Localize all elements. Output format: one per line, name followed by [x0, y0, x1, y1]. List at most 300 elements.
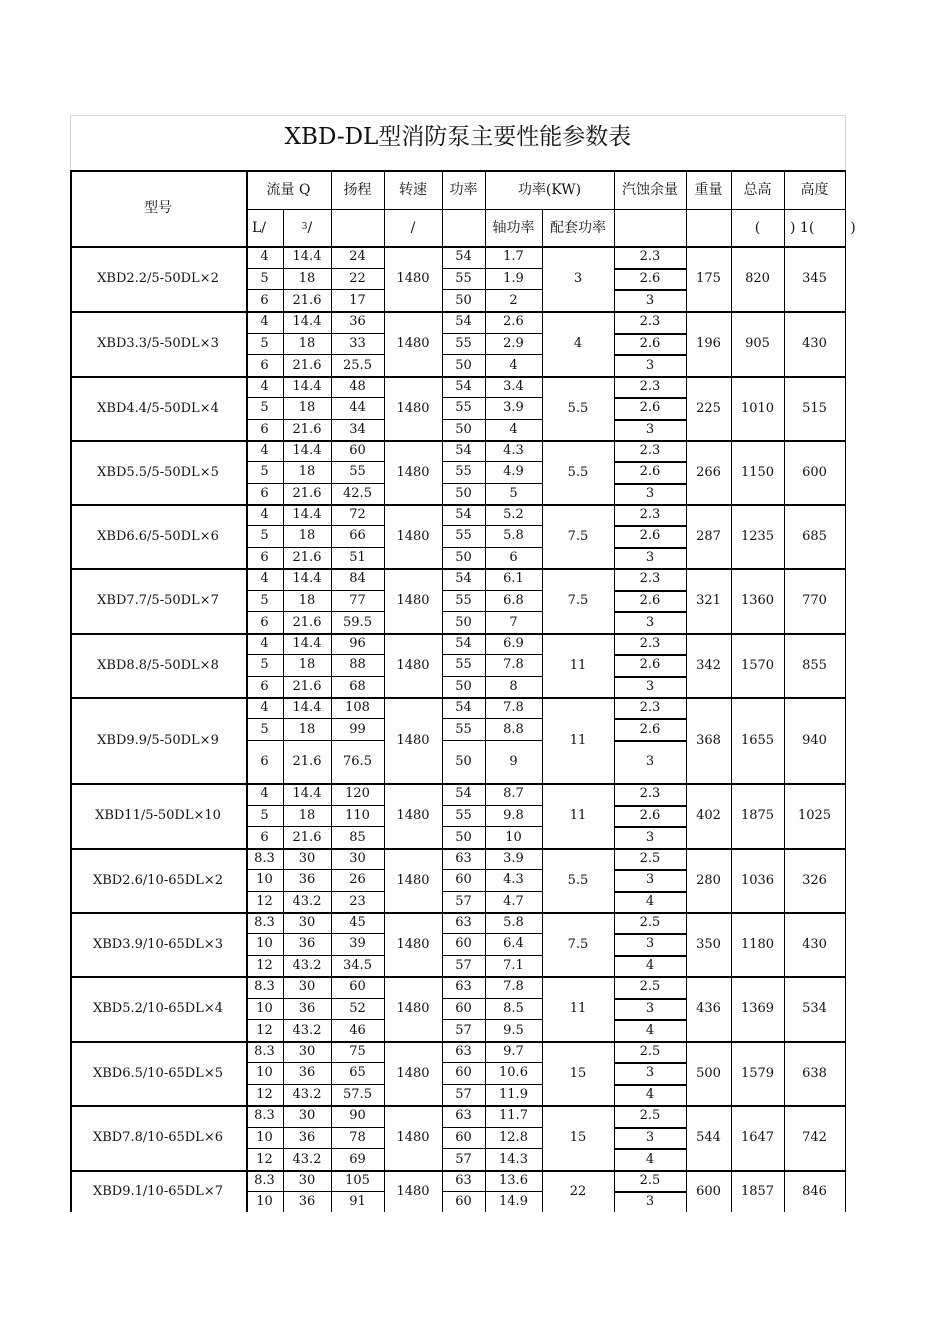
npsh-value: 2.3: [639, 636, 661, 652]
body-col-line: [686, 1105, 687, 1170]
body-subcol-line: [614, 912, 615, 976]
model-name: XBD8.8/5-50DL×8: [97, 657, 219, 673]
shaft-power-value: 7.1: [503, 957, 524, 973]
flow-m3h-value: 36: [298, 1065, 316, 1081]
body-subcol-line: [542, 1170, 543, 1212]
matched-power-value: 7.5: [567, 593, 589, 608]
shaft-power-value: 5: [509, 485, 518, 501]
body-subcol-line: [384, 783, 385, 848]
npsh-value: 3: [645, 357, 655, 373]
flow-ls-value: 4: [260, 249, 269, 265]
speed-value: 1480: [396, 528, 430, 544]
flow-m3h-value: 18: [298, 400, 316, 416]
efficiency-value: 54: [455, 249, 472, 265]
shaft-power-value: 7.8: [503, 700, 524, 715]
flow-m3h-value: 21.6: [292, 549, 322, 565]
flow-m3h-value: 30: [298, 979, 316, 995]
head-value: 26: [349, 872, 366, 888]
shaft-power-value: 9: [509, 754, 518, 769]
body-subcol-line: [614, 976, 615, 1041]
head-value: 44: [349, 400, 366, 416]
flow-ls-value: 12: [256, 1151, 273, 1167]
body-subcol-line: [283, 976, 284, 1041]
body-col-line: [731, 1105, 732, 1170]
body-subcol-line: [331, 376, 332, 440]
head-value: 33: [349, 335, 366, 351]
flow-ls-value: 4: [260, 507, 269, 523]
shaft-power-value: 7.8: [503, 979, 524, 995]
header-efficiency: 功率: [449, 181, 478, 198]
flow-ls-value: 8.3: [254, 979, 275, 995]
body-col-line: [731, 976, 732, 1041]
weight-value: 225: [696, 400, 721, 416]
height-value: 940: [802, 732, 827, 748]
body-subcol-line: [485, 912, 486, 976]
head-value: 36: [349, 314, 366, 330]
head-value: 91: [349, 1194, 366, 1209]
npsh-value: 4: [645, 1151, 655, 1167]
body-subcol-line: [485, 1170, 486, 1212]
total-height-value: 1579: [740, 1065, 775, 1081]
body-col-line: [686, 568, 687, 633]
body-subcol-line: [384, 246, 385, 311]
body-col-line: [784, 1105, 785, 1170]
body-subcol-line: [542, 912, 543, 976]
body-subcol-line: [331, 440, 332, 504]
body-col-line: [246, 246, 248, 311]
speed-value: 1480: [396, 936, 430, 952]
body-col-line: [731, 246, 732, 311]
flow-m3h-value: 36: [298, 1194, 316, 1209]
npsh-value: 2.5: [639, 1173, 661, 1188]
header-flow: 流量 Q: [266, 181, 311, 198]
npsh-value: 2.3: [639, 507, 661, 523]
body-col-line: [246, 848, 248, 912]
flow-m3h-value: 21.6: [292, 292, 322, 308]
flow-m3h-value: 30: [298, 915, 316, 931]
flow-m3h-value: 43.2: [292, 1022, 322, 1038]
shaft-power-value: 5.8: [503, 915, 524, 931]
flow-m3h-value: 30: [298, 1108, 316, 1124]
body-subcol-line: [384, 311, 385, 376]
body-subcol-line: [283, 376, 284, 440]
body-subcol-line: [331, 1041, 332, 1105]
head-value: 52: [349, 1000, 366, 1016]
efficiency-value: 55: [455, 528, 472, 544]
body-col-line: [442, 440, 443, 504]
model-name: XBD3.3/5-50DL×3: [97, 336, 219, 351]
matched-power-value: 15: [569, 1130, 587, 1145]
body-subcol-line: [542, 783, 543, 848]
efficiency-value: 50: [455, 678, 472, 694]
model-name: XBD6.6/5-50DL×6: [97, 528, 219, 544]
shaft-power-value: 3.9: [503, 851, 524, 867]
flow-m3h-value: 43.2: [292, 1151, 322, 1167]
flow-ls-value: 6: [260, 549, 269, 565]
total-height-value: 820: [745, 271, 770, 286]
flow-m3h-value: 18: [298, 270, 316, 286]
header-col-line: [384, 170, 385, 246]
efficiency-value: 54: [455, 786, 472, 802]
model-name: XBD3.9/10-65DL×3: [93, 936, 223, 952]
total-height-value: 1655: [740, 732, 775, 748]
efficiency-value: 50: [455, 614, 472, 630]
header-height: 高度: [800, 181, 829, 198]
flow-m3h-value: 14.4: [292, 249, 322, 265]
matched-power-value: 5.5: [567, 400, 589, 416]
flow-ls-value: 5: [260, 335, 269, 351]
body-col-line: [784, 976, 785, 1041]
shaft-power-value: 8.5: [503, 1000, 524, 1016]
efficiency-value: 54: [455, 636, 472, 652]
body-subcol-line: [542, 1105, 543, 1170]
head-value: 108: [345, 700, 370, 715]
head-value: 51: [349, 549, 366, 565]
efficiency-value: 50: [455, 549, 472, 565]
shaft-power-value: 8.8: [503, 721, 524, 737]
flow-m3h-value: 14.4: [292, 314, 322, 330]
speed-value: 1480: [396, 336, 430, 351]
shaft-power-value: 4.9: [503, 464, 524, 480]
body-col-line: [731, 633, 732, 697]
header-subcol-line: [542, 209, 543, 246]
model-name: XBD11/5-50DL×10: [95, 808, 221, 823]
npsh-value: 2.6: [639, 400, 661, 416]
head-value: 99: [349, 721, 366, 737]
speed-value: 1480: [396, 872, 430, 888]
height-value: 430: [802, 936, 827, 952]
height-value: 742: [802, 1130, 827, 1145]
body-subcol-line: [384, 848, 385, 912]
npsh-value: 2.6: [639, 528, 661, 544]
header-col-line: [614, 170, 615, 246]
body-subcol-line: [485, 1041, 486, 1105]
body-subcol-line: [485, 376, 486, 440]
body-subcol-line: [283, 783, 284, 848]
head-value: 72: [349, 507, 366, 523]
body-subcol-line: [485, 848, 486, 912]
matched-power-value: 3: [573, 271, 583, 286]
flow-m3h-value: 14.4: [292, 379, 322, 395]
head-value: 85: [349, 829, 366, 845]
weight-value: 544: [696, 1130, 721, 1145]
body-subcol-line: [384, 440, 385, 504]
body-subcol-line: [542, 633, 543, 697]
body-col-line: [731, 376, 732, 440]
body-subcol-line: [384, 912, 385, 976]
body-col-line: [731, 504, 732, 568]
shaft-power-value: 6.4: [503, 936, 524, 952]
height-value: 638: [802, 1065, 827, 1081]
npsh-value: 3: [645, 829, 655, 845]
header-subcol-line: [283, 209, 284, 246]
body-col-line: [731, 1170, 732, 1212]
body-col-line: [246, 1170, 248, 1212]
shaft-power-value: 2: [509, 292, 518, 308]
flow-m3h-value: 21.6: [292, 678, 322, 694]
body-subcol-line: [283, 1041, 284, 1105]
matched-power-value: 22: [569, 1183, 587, 1199]
header-shaft-power: 轴功率: [492, 219, 535, 236]
body-col-line: [731, 311, 732, 376]
npsh-value: 2.5: [639, 979, 661, 995]
npsh-value: 2.3: [639, 314, 661, 330]
head-value: 42.5: [343, 485, 372, 501]
shaft-power-value: 9.5: [503, 1022, 524, 1038]
head-value: 120: [345, 786, 370, 802]
npsh-value: 3: [645, 754, 655, 769]
head-value: 30: [349, 851, 366, 867]
speed-value: 1480: [396, 400, 430, 416]
body-subcol-line: [384, 376, 385, 440]
body-subcol-line: [485, 568, 486, 633]
efficiency-value: 54: [455, 507, 472, 523]
shaft-power-value: 4: [509, 357, 518, 373]
shaft-power-value: 2.6: [503, 314, 524, 330]
matched-power-value: 15: [569, 1065, 587, 1081]
header-head: 扬程: [343, 181, 372, 198]
body-col-line: [442, 568, 443, 633]
body-col-line: [442, 783, 443, 848]
body-col-line: [686, 376, 687, 440]
body-col-line: [246, 1041, 248, 1105]
shaft-power-value: 3.9: [503, 400, 524, 416]
head-value: 77: [349, 592, 366, 608]
speed-value: 1480: [396, 1001, 430, 1016]
weight-value: 280: [696, 872, 721, 888]
npsh-value: 3: [645, 292, 655, 308]
body-subcol-line: [614, 504, 615, 568]
efficiency-value: 60: [455, 1194, 472, 1209]
flow-ls-value: 8.3: [254, 915, 275, 931]
head-value: 66: [349, 528, 366, 544]
body-col-line: [686, 1041, 687, 1105]
total-height-value: 1180: [740, 936, 775, 952]
flow-m3h-value: 21.6: [292, 829, 322, 845]
body-col-line: [246, 633, 248, 697]
npsh-value: 2.5: [639, 1108, 661, 1124]
body-subcol-line: [283, 246, 284, 311]
efficiency-value: 55: [455, 270, 472, 286]
npsh-value: 2.5: [639, 1044, 661, 1060]
body-subcol-line: [283, 504, 284, 568]
body-subcol-line: [283, 1105, 284, 1170]
flow-m3h-value: 43.2: [292, 893, 322, 909]
body-col-line: [784, 912, 785, 976]
weight-value: 500: [696, 1065, 721, 1081]
height-value: 770: [802, 593, 827, 608]
efficiency-value: 63: [455, 1108, 472, 1124]
efficiency-value: 63: [455, 979, 472, 995]
header-model: 型号: [144, 200, 172, 216]
body-subcol-line: [384, 1105, 385, 1170]
body-subcol-line: [614, 783, 615, 848]
total-height-value: 1010: [740, 400, 775, 416]
shaft-power-value: 10.6: [499, 1065, 528, 1081]
flow-m3h-value: 18: [298, 464, 316, 480]
body-subcol-line: [331, 1170, 332, 1212]
spreadsheet-page: [70, 115, 856, 1212]
body-col-line: [686, 848, 687, 912]
speed-value: 1480: [396, 271, 430, 286]
flow-m3h-value: 14.4: [292, 443, 322, 459]
body-subcol-line: [384, 697, 385, 783]
flow-ls-value: 6: [260, 357, 269, 373]
weight-value: 402: [696, 808, 721, 823]
body-col-line: [246, 311, 248, 376]
body-col-line: [784, 504, 785, 568]
body-subcol-line: [614, 697, 615, 783]
header-col-line: [246, 170, 248, 246]
body-subcol-line: [283, 1170, 284, 1212]
shaft-power-value: 4: [509, 421, 518, 437]
shaft-power-value: 4.3: [503, 443, 524, 459]
body-subcol-line: [485, 633, 486, 697]
flow-m3h-value: 18: [298, 657, 316, 673]
speed-value: 1480: [396, 808, 430, 823]
shaft-power-value: 12.8: [499, 1129, 528, 1145]
body-col-line: [442, 633, 443, 697]
body-subcol-line: [542, 568, 543, 633]
body-col-line: [442, 697, 443, 783]
body-subcol-line: [331, 976, 332, 1041]
shaft-power-value: 6.9: [503, 636, 524, 652]
header-speed: 转速: [399, 181, 427, 198]
shaft-power-value: 4.3: [503, 872, 524, 888]
body-subcol-line: [614, 311, 615, 376]
unit-flow-m3: 3 /: [301, 219, 313, 236]
shaft-power-value: 6: [509, 549, 518, 565]
efficiency-value: 63: [455, 851, 472, 867]
shaft-power-value: 2.9: [503, 335, 524, 351]
npsh-value: 3: [645, 485, 655, 501]
flow-m3h-value: 18: [298, 528, 316, 544]
efficiency-value: 57: [455, 1086, 472, 1102]
shaft-power-value: 3.4: [503, 379, 524, 395]
body-subcol-line: [542, 311, 543, 376]
body-col-line: [246, 912, 248, 976]
efficiency-value: 50: [455, 829, 472, 845]
body-subcol-line: [331, 848, 332, 912]
flow-ls-value: 4: [260, 571, 269, 587]
model-name: XBD7.7/5-50DL×7: [97, 593, 219, 608]
body-col-line: [442, 246, 443, 311]
body-subcol-line: [331, 912, 332, 976]
flow-ls-value: 6: [260, 829, 269, 845]
body-col-line: [731, 440, 732, 504]
total-height-value: 1150: [740, 464, 775, 480]
flow-m3h-value: 30: [298, 851, 316, 867]
body-col-line: [686, 633, 687, 697]
unit-total-height: (: [754, 219, 761, 236]
matched-power-value: 11: [569, 808, 587, 823]
head-value: 105: [345, 1173, 370, 1188]
efficiency-value: 54: [455, 571, 472, 587]
body-col-line: [784, 783, 785, 848]
head-value: 78: [349, 1129, 366, 1145]
header-col-line: [731, 170, 732, 246]
head-value: 68: [349, 678, 366, 694]
shaft-power-value: 11.9: [499, 1086, 528, 1102]
weight-value: 196: [696, 336, 721, 351]
head-value: 34.5: [343, 957, 372, 973]
height-value: 1025: [797, 808, 832, 823]
body-subcol-line: [614, 568, 615, 633]
head-value: 48: [349, 379, 366, 395]
body-col-line: [686, 311, 687, 376]
efficiency-value: 50: [455, 754, 472, 769]
flow-ls-value: 5: [260, 721, 269, 737]
body-col-line: [442, 376, 443, 440]
body-subcol-line: [614, 848, 615, 912]
body-col-line: [686, 440, 687, 504]
head-value: 22: [349, 270, 366, 286]
head-value: 25.5: [343, 357, 372, 373]
head-value: 55: [349, 464, 366, 480]
body-col-line: [246, 440, 248, 504]
flow-ls-value: 10: [256, 1129, 273, 1145]
body-subcol-line: [283, 568, 284, 633]
flow-ls-value: 5: [260, 400, 269, 416]
speed-value: 1480: [396, 657, 430, 673]
flow-m3h-value: 43.2: [292, 957, 322, 973]
body-subcol-line: [542, 697, 543, 783]
model-name: XBD5.2/10-65DL×4: [93, 1001, 223, 1016]
flow-m3h-value: 36: [298, 936, 316, 952]
body-col-line: [686, 783, 687, 848]
body-col-line: [731, 783, 732, 848]
body-subcol-line: [542, 976, 543, 1041]
body-col-line: [784, 568, 785, 633]
efficiency-value: 60: [455, 872, 472, 888]
body-col-line: [686, 246, 687, 311]
body-subcol-line: [485, 976, 486, 1041]
header-matched-power: 配套功率: [550, 219, 606, 236]
efficiency-value: 55: [455, 400, 472, 416]
body-col-line: [731, 1041, 732, 1105]
shaft-power-value: 9.7: [503, 1044, 524, 1060]
body-subcol-line: [331, 633, 332, 697]
body-subcol-line: [283, 697, 284, 783]
header-power: 功率(KW): [517, 181, 582, 198]
head-value: 65: [349, 1065, 366, 1081]
table-title: XBD-DL型消防泵主要性能参数表: [284, 124, 632, 150]
body-subcol-line: [485, 1105, 486, 1170]
npsh-value: 4: [645, 1086, 655, 1102]
table-right-border: [845, 170, 846, 1212]
npsh-value: 3: [645, 872, 655, 888]
npsh-value: 2.6: [639, 592, 661, 608]
header-weight: 重量: [694, 181, 723, 198]
shaft-power-value: 6.8: [503, 592, 524, 608]
body-subcol-line: [614, 1105, 615, 1170]
body-subcol-line: [542, 504, 543, 568]
head-value: 60: [349, 443, 366, 459]
flow-m3h-value: 18: [298, 592, 316, 608]
head-value: 88: [349, 657, 366, 673]
matched-power-value: 11: [569, 732, 587, 748]
npsh-value: 2.3: [639, 249, 661, 265]
npsh-value: 3: [645, 936, 655, 952]
shaft-power-value: 8: [509, 678, 518, 694]
matched-power-value: 7.5: [567, 528, 589, 544]
total-height-value: 1875: [740, 808, 775, 823]
flow-m3h-value: 18: [298, 721, 316, 737]
model-name: XBD4.4/5-50DL×4: [97, 400, 219, 416]
body-col-line: [686, 912, 687, 976]
body-subcol-line: [384, 568, 385, 633]
flow-m3h-value: 30: [298, 1173, 316, 1188]
